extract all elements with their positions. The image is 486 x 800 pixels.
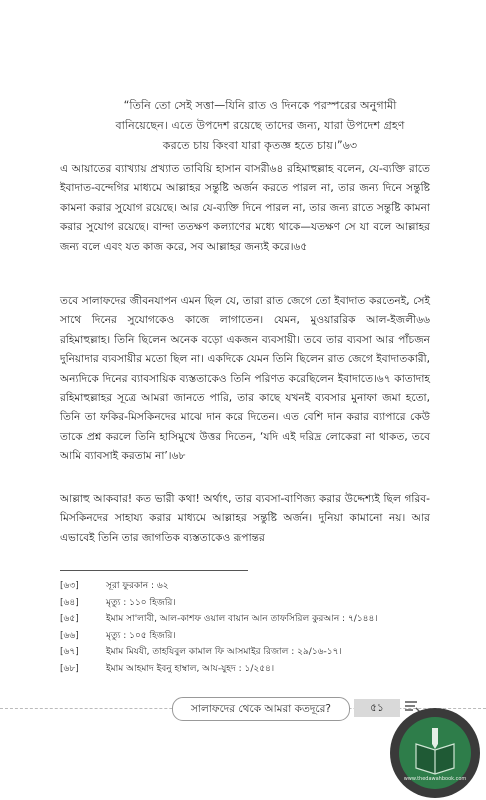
paragraph-2: তবে সালাফদের জীবনযাপন এমন ছিল যে, তারা রাত জেগে তো ইবাদাত করতেনই, সেই সাথে দিনের সুযোগকেও কাজে লাগাতেন। যেমন, মুওয়াররিক আল-ইজলী৬৬ রহিমাহুল্লাহ। তিনি ছিলেন অনেক বড়ো একজন ব্যবসায়ী। তবে তার ব্যবসা আর পাঁচজন দুনিয়াদার ব্যবসায়ীর মতো ছিল না। একদিকে যেমন তিনি ছিলেন রাত জেগে ইবাদাতকারী, অন্যদিকে দিনের ব্যাবসায়িক ব্যস্ততাকেও তিনি পরিণত করেছিলেন ইবাদাতে।৬৭ কাতাদাহ রহিমাহুল্লাহর সূত্রে আমরা জানতে পারি, তার কাছে যখনই ব্যবসার মুনাফা জমা হতো, তিনি তা ফকির-মিসকিনদের মাঝে দান করে দিতেন। এত বেশি দান করার ব্যাপারে কেউ তাকে প্রশ্ন করলে তিনি হাসিমুখে উত্তর দিতেন, ‘যদি এই দরিদ্র লোকেরা না থাকত, তবে আমি ব্যাবসাই করতাম না’।৬৮ (60, 295, 430, 463)
footnote (60, 578, 440, 595)
footnote (60, 661, 440, 678)
footnote-number: [৬৩] (60, 581, 79, 591)
footnote-number: [৬৪] (60, 597, 79, 608)
quote-line-2: বানিয়েছেন। এতে উপদেশ রয়েছে তাদের জন্য, যারা উপদেশ গ্রহণ (115, 119, 405, 132)
quranic-quote (92, 96, 428, 156)
paragraph-3: আল্লাহু আকবার! কত ভারী কথা! অর্থাৎ, তার ব্যবসা-বাণিজ্য করার উদ্দেশ্যই ছিল গরিব-মিসকিনদের সাহায্য করার মাধ্যমে আল্লাহর সন্তুষ্টি অর্জন। দুনিয়া কামানো নয়। আর এভাবেই তিনি তার জাগতিক ব্যস্ততাকেও রূপান্তর (60, 493, 430, 544)
footnote-divider (60, 570, 248, 571)
quote-line-1: “তিনি তো সেই সত্তা—যিনি রাত ও দিনকে পরস্পরের অনুগামী (123, 99, 397, 112)
footnote-text: ইমাম সা'লাবী, আল-কাশফ ওয়াল বায়ান আন তাফসিরিল কুরআন : ৭/১৪৪। (106, 614, 378, 624)
footnote-text: মৃত্যু : ১০৫ হিজরি। (106, 630, 176, 641)
footnote-number: [৬৬] (60, 630, 79, 641)
footnote (60, 644, 440, 661)
footnote-text: মৃত্যু : ১১০ হিজরি। (106, 597, 176, 608)
footnote (60, 595, 440, 612)
footnote-text: ইমাম মিযযী, তাহযিবুল কামাল ফি আসমাইর রিজাল : ২৯/১৬-১৭। (106, 647, 342, 657)
book-pen-icon (388, 706, 482, 800)
footnote-number: [৬৭] (60, 647, 79, 657)
running-footer-title: সালাফদের থেকে আমরা কতদূরে? (172, 697, 350, 721)
footnote (60, 611, 440, 628)
footnote-text: সূরা ফুরকান : ৬২ (106, 581, 169, 591)
footnote-text: ইমাম আহমাদ ইবনু হাম্বাল, আয-যুহদ : ১/২৫৪। (106, 663, 275, 674)
footnote-number: [৬৫] (60, 614, 79, 624)
paragraph-1: এ আয়াতের ব্যাখ্যায় প্রখ্যাত তাবিয়ি হাসান বাসরী৬৪ রহিমাহুল্লাহ বলেন, যে-ব্যক্তি রাতে ইবাদাত-বন্দেগির মাধ্যমে আল্লাহর সন্তুষ্টি অর্জন করতে পারল না, তার জন্য দিনে সন্তুষ্টি কামনা করার সুযোগ রয়েছে। আর যে-ব্যক্তি দিনে পারল না, তার জন্য রাতে সন্তুষ্টি কামনা করার সুযোগ রয়েছে। বান্দা ততক্ষণ কল্যাণের মধ্যে থাকে—যতক্ষণ সে যা বলে আল্লাহর জন্য বলে এবং যত কাজ করে, সব আল্লাহর জন্যই করে।৬৫ (60, 163, 430, 253)
page-number: ৫১ (354, 699, 400, 717)
quote-line-3: করতে চায় কিংবা যারা কৃতজ্ঞ হতে চায়।”৬৩ (162, 139, 358, 152)
footnote-number: [৬৮] (60, 663, 79, 674)
watermark-url: www.thedawahbook.com (403, 776, 467, 782)
footnotes (60, 578, 440, 677)
footnote (60, 628, 440, 645)
